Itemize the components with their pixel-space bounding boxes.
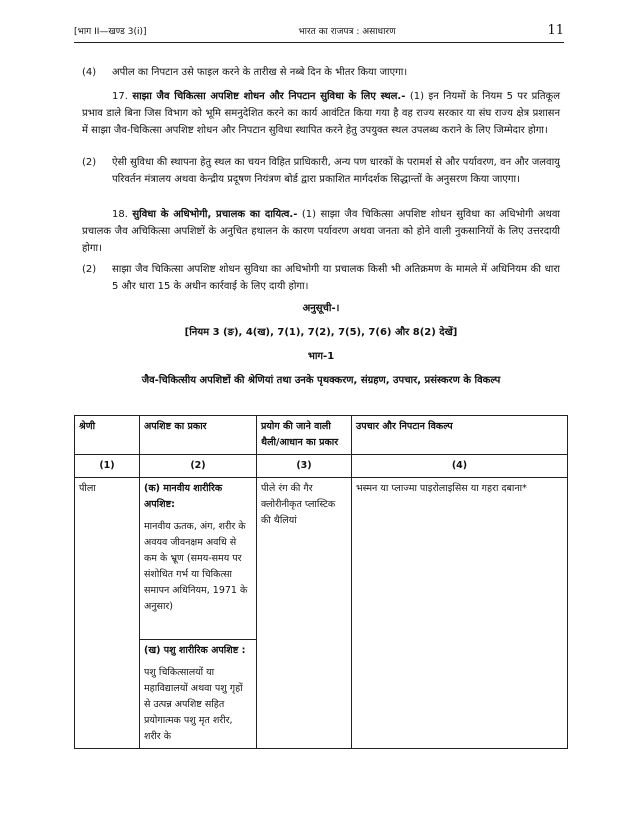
section-17 [82, 88, 560, 139]
waste-subtype-text: पशु चिकित्सालयों या महाविद्यालयों अथवा पशु गृहों से उत्पन्न अपशिष्ट सहित प्रयोगात्मक पशु मृत शरीर, शरीर के [144, 667, 243, 742]
waste-subtype-title: (ख) पशु शारीरिक अपशिष्ट : [144, 645, 246, 656]
schedule-caption: जैव-चिकित्सीय अपशिष्टों की श्रेणियां तथा उनके पृथक्करण, संग्रहण, उपचार, प्रसंस्करण के विकल्प [141, 375, 501, 386]
section-18 [82, 206, 560, 257]
appeal-paragraph: अपील का निपटान उसे फाइल करने के तारीख से नब्बे दिन के भीतर किया जाएगा। [112, 67, 408, 78]
schedule-title: अनुसूची-। [302, 303, 340, 314]
waste-type-cell [140, 640, 257, 749]
column-number: (3) [257, 455, 352, 478]
page-header [74, 18, 564, 43]
waste-type-cell [140, 478, 257, 640]
section-number: 17. [112, 91, 128, 102]
para-number: (2) [82, 264, 97, 275]
site-selection-paragraph: ऐसी सुविधा की स्थापना हेतु स्थल का चयन विहित प्राधिकारी, अन्य पण धारकों के परामर्श से और पर्यावरण, वन और जलवायु परिवर्तन मंत्रालय अथवा केन्द्रीय प्रदूषण नियंत्रण बोर्ड द्वारा प्रकाशित मार्गदर्शक सिद्धान्तों के अनुसरण किया जाएगा। [112, 157, 560, 185]
category-cell: पीला [75, 478, 140, 749]
section-number: 18. [112, 209, 128, 220]
section-title: साझा जैव चिकित्सा अपशिष्ट शोधन और निपटान सुविधा के लिए स्थल.- [132, 91, 406, 102]
header-title: भारत का राजपत्र : असाधारण [298, 26, 396, 37]
schedule-part: भाग-1 [307, 351, 335, 362]
section-title: सुविधा के अधिभोगी, प्रचालक का दायित्व.- [132, 209, 298, 220]
para-number: (4) [82, 67, 97, 78]
treatment-cell: भस्मन या प्लाज्मा पाइरोलाइसिस या गहरा दबाना* [352, 478, 568, 749]
column-number: (2) [140, 455, 257, 478]
column-header: श्रेणी [75, 416, 140, 455]
para-number: (2) [82, 157, 97, 168]
header-section: [भाग II—खण्ड 3(i)] [74, 26, 147, 37]
column-number-row [75, 455, 568, 478]
column-header: अपशिष्ट का प्रकार [140, 416, 257, 455]
column-number: (4) [352, 455, 568, 478]
waste-category-table [74, 415, 568, 749]
table-header-row [75, 416, 568, 455]
column-header: प्रयोग की जाने वाली थैली/आधान का प्रकार [257, 416, 352, 455]
container-cell: पीले रंग की गैर क्लोरीनीकृत प्लास्टिक की थैलियां [257, 478, 352, 749]
liability-paragraph: साझा जैव चिकित्सा अपशिष्ट शोधन सुविधा का अधिभोगी या प्रचालक किसी भी अतिक्रमण के मामले में अधिनियम की धारा 5 और धारा 15 के अधीन कार्रवाई के लिए दायी होगा। [112, 264, 560, 292]
column-number: (1) [75, 455, 140, 478]
table-row [75, 478, 568, 640]
column-header: उपचार और निपटान विकल्प [352, 416, 568, 455]
section-text: (1) साझा जैव चिकित्सा अपशिष्ट शोधन सुविधा का अधिभोगी अथवा प्रचालक जैव अचिकित्सा अपशिष्टों के अनुचित हथालन के कारण पर्यावरण अथवा जनता को होने वाली नुकसानियों के लिए उत्तरदायी होगा। [82, 209, 560, 254]
section-text: (1) इन नियमों के नियम 5 पर प्रतिकूल प्रभाव डाले बिना जिस विभाग को भूमि समनुदेशित करने का कार्य आवंटित किया गया है वह राज्य सरकार या संघ राज्य क्षेत्र प्रशासन में साझा जैव-चिकित्सा अपशिष्ट शोधन और निपटान सुविधा स्थापित करने हेतु उपयुक्त स्थल उपलब्ध कराने के लिए जिम्मेदार होगा। [82, 91, 561, 136]
waste-subtype-title: (क) मानवीय शारीरिक अपशिष्ट: [144, 483, 223, 510]
waste-subtype-text: मानवीय ऊतक, अंग, शरीर के अवयव जीवनक्षम अवधि से कम के भ्रूण (समय-समय पर संशोधित गर्भ या चिकित्सा समापन अधिनियम, 1971 के अनुसार) [144, 521, 248, 612]
schedule-rules: [नियम 3 (ङ), 4(ख), 7(1), 7(2), 7(5), 7(6) और 8(2) देखें] [184, 327, 458, 338]
page-number: 11 [547, 22, 564, 38]
